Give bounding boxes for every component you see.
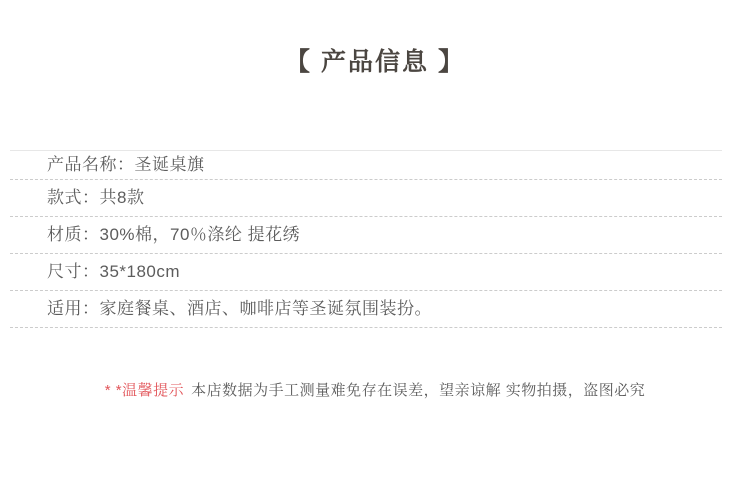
row-value: 共8款 [99,188,145,207]
table-row [10,180,722,217]
warm-notice [0,379,750,400]
row-label: 材质： [47,225,100,244]
product-info-table [10,150,722,328]
table-row [10,217,722,254]
table-row [10,254,722,291]
row-label: 尺寸： [47,262,100,281]
row-value: 家庭餐桌、酒店、咖啡店等圣诞氛围装扮。 [99,299,432,318]
table-row [10,151,722,180]
page-title: 【 产品信息 】 [285,48,465,76]
notice-text: 本店数据为手工测量难免存在误差，望亲谅解 实物拍摄，盗图必究 [191,382,646,399]
row-value: 35*180cm [99,262,181,281]
row-value: 圣诞桌旗 [134,155,205,174]
notice-highlight: * *温馨提示 [104,382,185,399]
row-label: 适用： [47,299,100,318]
row-label: 款式： [47,188,100,207]
row-label: 产品名称： [47,155,135,174]
table-row [10,291,722,328]
row-value: 30%棉，70％涤纶 提花绣 [99,225,301,244]
